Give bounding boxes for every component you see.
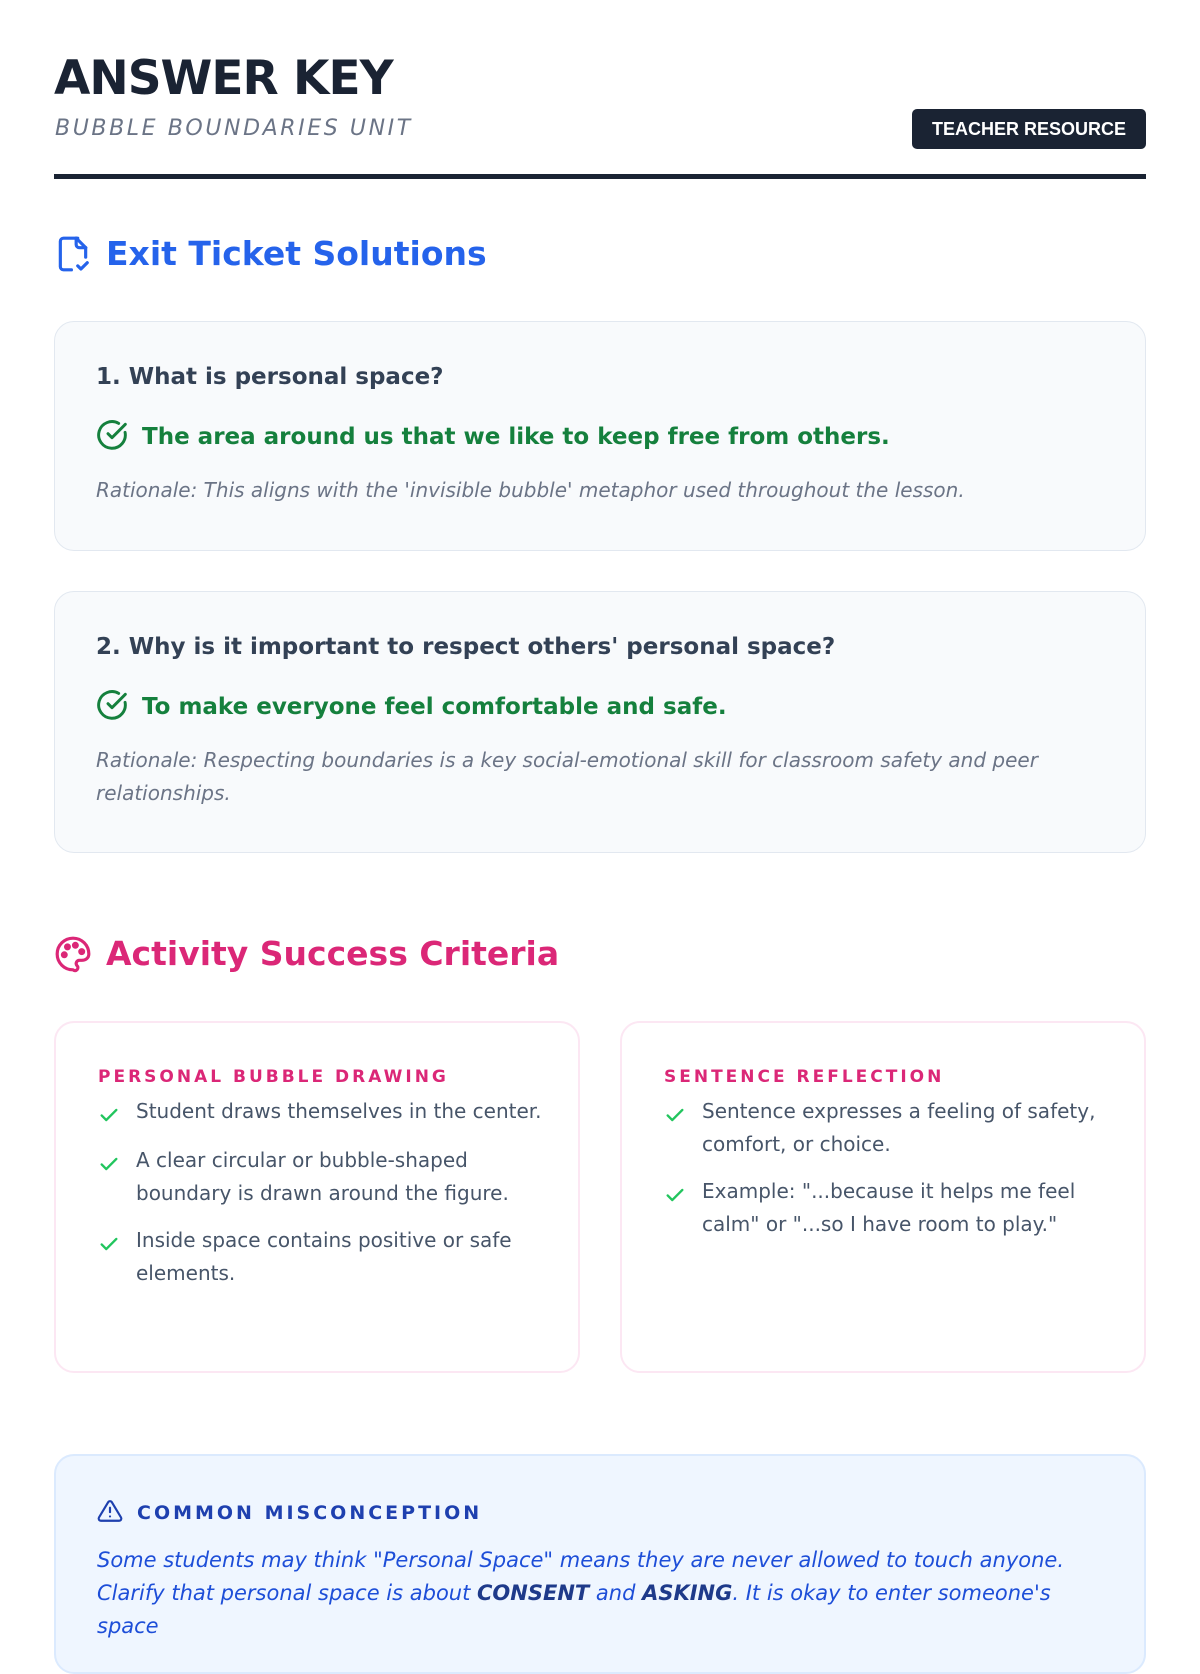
- question-card-1: [54, 321, 1146, 551]
- misconception-text: [97, 1544, 1104, 1643]
- check-icon: [98, 1144, 120, 1179]
- criteria-item: [664, 1175, 1114, 1241]
- file-check-icon: [54, 235, 92, 273]
- teacher-resource-badge: TEACHER RESOURCE: [912, 109, 1146, 149]
- warning-triangle-icon: [97, 1498, 123, 1528]
- criteria-item-text: A clear circular or bubble-shaped boundary is drawn around the figure.: [136, 1148, 509, 1205]
- question-text: 2. Why is it important to respect others' personal space?: [96, 634, 836, 660]
- misconception-text-part: Some students may think "Personal Space" means they are never allowed to touch anyone. Clarify that personal space is about: [97, 1548, 1065, 1605]
- criteria-item-text: Sentence expresses a feeling of safety, comfort, or choice.: [702, 1099, 1096, 1156]
- page-title: ANSWER KEY: [54, 51, 393, 106]
- misconception-text-part: . It is okay to enter someone's space: [97, 1581, 1051, 1638]
- criteria-item-text: Inside space contains positive or safe elements.: [136, 1228, 512, 1285]
- check-circle-icon: [96, 419, 128, 455]
- criteria-card-drawing: [54, 1021, 580, 1373]
- answer-row: [96, 689, 1105, 725]
- question-text: 1. What is personal space?: [96, 364, 444, 390]
- rationale-text: Rationale: Respecting boundaries is a key social-emotional skill for classroom safety and peer relationships.: [96, 747, 1038, 805]
- check-icon: [98, 1224, 120, 1259]
- check-icon: [98, 1095, 120, 1130]
- criteria-item: [98, 1224, 548, 1290]
- question-card-2: [54, 591, 1146, 853]
- exit-ticket-heading: [54, 234, 487, 273]
- criteria-item: [98, 1144, 548, 1210]
- check-icon: [664, 1175, 686, 1210]
- criteria-card-title: SENTENCE REFLECTION: [664, 1067, 945, 1087]
- misconception-title: COMMON MISCONCEPTION: [137, 1502, 483, 1524]
- page-header: [54, 0, 1146, 180]
- criteria-card-reflection: [620, 1021, 1146, 1373]
- rationale-text: Rationale: This aligns with the 'invisible bubble' metaphor used throughout the lesson.: [96, 477, 965, 502]
- answer-row: [96, 419, 1105, 455]
- exit-ticket-title: Exit Ticket Solutions: [106, 234, 487, 273]
- check-circle-icon: [96, 689, 128, 725]
- criteria-item: [664, 1095, 1114, 1161]
- criteria-card-title: PERSONAL BUBBLE DRAWING: [98, 1067, 449, 1087]
- misconception-heading: [97, 1498, 1104, 1528]
- criteria-heading: [54, 934, 559, 973]
- check-icon: [664, 1095, 686, 1130]
- criteria-item-text: Student draws themselves in the center.: [136, 1099, 542, 1123]
- criteria-item-text: Example: "...because it helps me feel calm" or "...so I have room to play.": [702, 1179, 1076, 1236]
- answer-text: To make everyone feel comfortable and safe.: [142, 693, 727, 720]
- answer-key-page: [54, 0, 1146, 1638]
- criteria-item: [98, 1095, 548, 1130]
- unit-subtitle: BUBBLE BOUNDARIES UNIT: [55, 116, 413, 141]
- palette-icon: [54, 935, 92, 973]
- answer-text: The area around us that we like to keep free from others.: [142, 423, 890, 450]
- consent-emphasis: CONSENT: [477, 1581, 590, 1605]
- misconception-text-part: and: [589, 1581, 643, 1605]
- header-divider: [54, 174, 1146, 179]
- criteria-title: Activity Success Criteria: [106, 934, 560, 973]
- misconception-card: [54, 1454, 1146, 1674]
- asking-emphasis: ASKING: [642, 1581, 733, 1605]
